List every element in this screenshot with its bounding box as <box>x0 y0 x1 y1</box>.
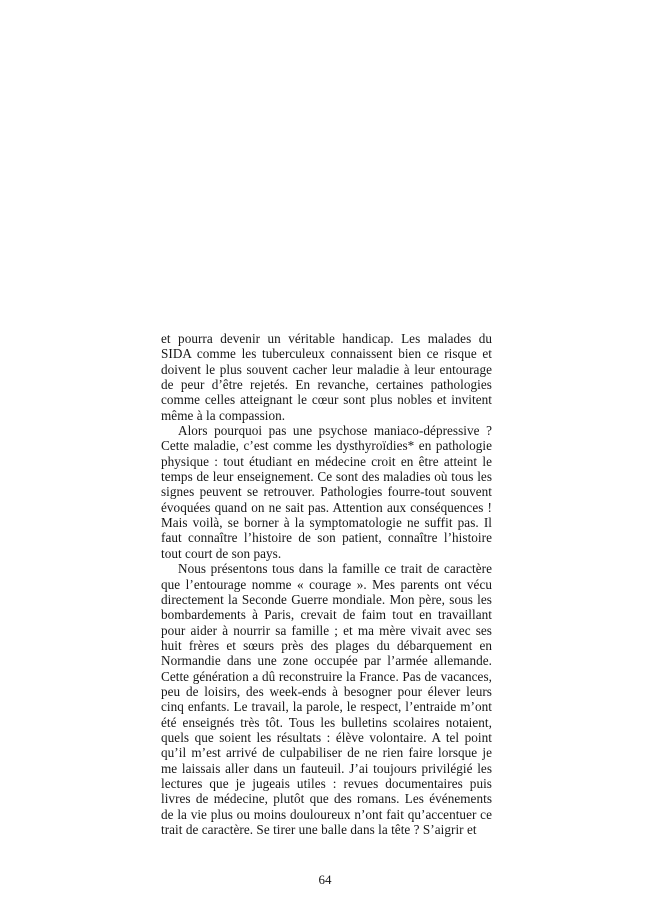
page-text-block <box>161 331 492 837</box>
paragraph-continuation: et pourra devenir un véritable handicap. Les malades du SIDA comme les tuberculeux connaissent bien ce risque et doivent le plus souvent cacher leur maladie à leur entourage de peur d’être rejetés. En revanche, certaines pathologies comme celles atteignant le cœur sont plus nobles et invitent même à la compassion. <box>161 331 492 423</box>
paragraph: Nous présentons tous dans la famille ce trait de caractère que l’entourage nomme « courage ». Mes parents ont vécu directement la Seconde Guerre mondiale. Mon père, sous les bombardements à Paris, crevait de faim tout en travaillant pour aider à nourrir sa famille ; et ma mère vivait avec ses huit frères et sœurs près des plages du débarquement en Normandie dans une zone occupée par l’armée allemande. Cette génération a dû reconstruire la France. Pas de vacances, peu de loisirs, des week-ends à besogner pour élever leurs cinq enfants. Le travail, la parole, le respect, l’entraide m’ont été enseignés très tôt. Tous les bulletins scolaires notaient, quels que soient les résultats : élève volontaire. A tel point qu’il m’est arrivé de culpabiliser de ne rien faire lorsque je me laissais aller dans un fauteuil. J’ai toujours privilégié les lectures que je jugeais utiles : revues documentaires puis livres de médecine, plutôt que des romans. Les événements de la vie plus ou moins douloureux n’ont fait qu’accentuer ce trait de caractère. Se tirer une balle dans la tête ? S’aigrir et <box>161 561 492 837</box>
page-number: 64 <box>318 872 332 887</box>
paragraph: Alors pourquoi pas une psychose maniaco-dépressive ? Cette maladie, c’est comme les dysthyroïdies* en pathologie physique : tout étudiant en médecine croit en être atteint le temps de leur enseignement. Ce sont des maladies où tous les signes peuvent se retrouver. Pathologies fourre-tout souvent évoquées quand on ne sait pas. Attention aux conséquences ! Mais voilà, se borner à la symptomatologie ne suffit pas. Il faut connaître l’histoire de son patient, connaître l’histoire tout court de son pays. <box>161 423 492 561</box>
